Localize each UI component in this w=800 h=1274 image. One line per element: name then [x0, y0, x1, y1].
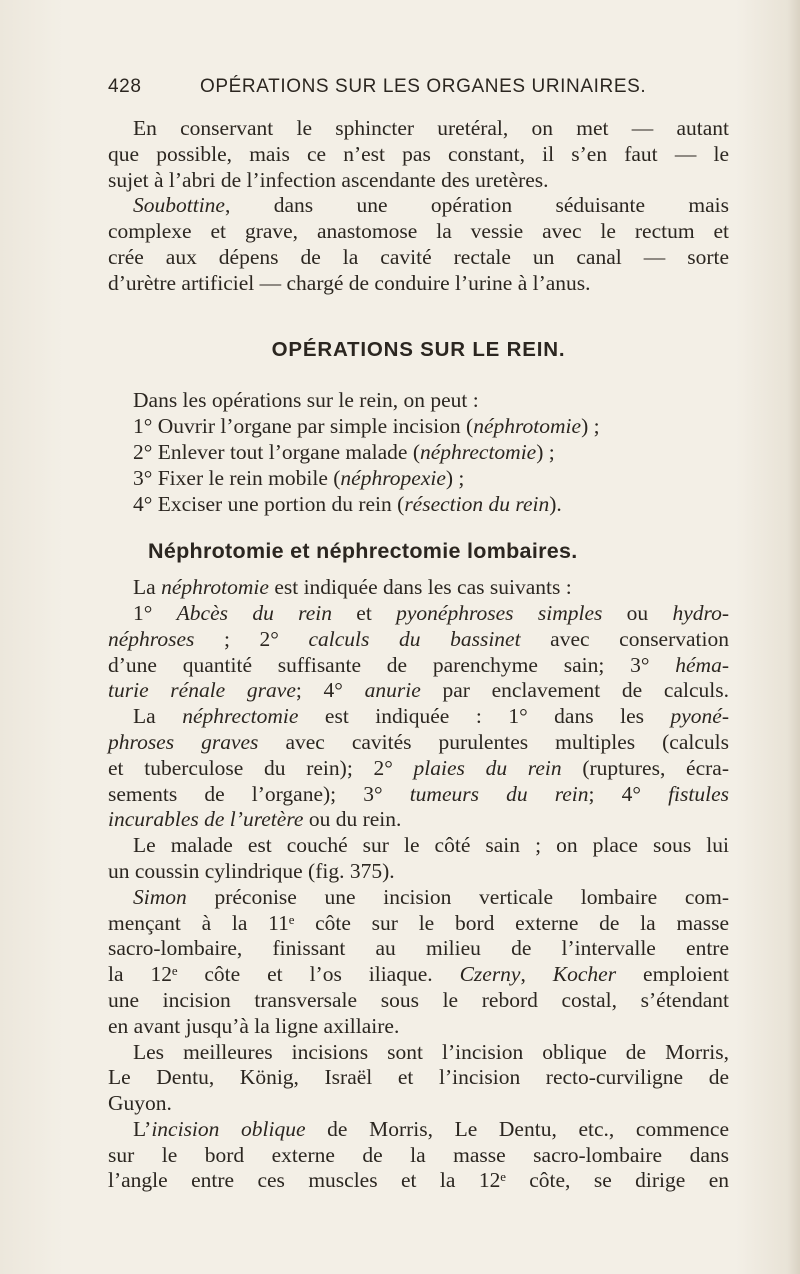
list-intro: Dans les opérations sur le rein, on peut :	[133, 388, 479, 413]
text-line: mençant à la 11ᵉ côte sur le bord externe de la masse	[108, 910, 729, 935]
term: calculs du bassinet	[308, 626, 521, 651]
term: hydro-	[672, 600, 730, 625]
text-span: sements de l’organe); 3°	[108, 781, 410, 806]
simon-paragraph	[108, 885, 729, 1040]
text-line: crée aux dépens de la cavité rectale un canal — sorte	[108, 244, 729, 269]
text-line: Le Dentu, König, Israël et l’incision recto-curviligne de	[108, 1065, 729, 1090]
text-span: avec conservation	[520, 626, 729, 651]
page-body	[108, 116, 729, 1194]
text-span: 1° Ouvrir l’organe par simple incision (	[133, 414, 474, 439]
text-line	[108, 193, 729, 219]
text-span: ou du rein.	[303, 807, 402, 832]
term: néphrotomie	[473, 414, 582, 439]
page-edge	[788, 0, 800, 1274]
nephrectomie-paragraph	[108, 704, 729, 833]
text-line: Guyon.	[108, 1091, 172, 1116]
term: incurables de l’uretère	[108, 807, 304, 832]
text-span: ; 4°	[295, 678, 365, 703]
running-header	[108, 76, 728, 106]
text-line	[108, 601, 729, 627]
text-line	[108, 1117, 729, 1143]
text-line: sacro-lombaire, finissant au milieu de l’intervalle entre	[108, 936, 729, 961]
text-span: emploient	[616, 962, 730, 987]
position-paragraph	[108, 833, 729, 885]
term: incision oblique	[151, 1116, 306, 1141]
list-item	[108, 414, 729, 440]
term: néphrotomie	[161, 575, 269, 600]
text-line	[108, 575, 729, 601]
text-line: un coussin cylindrique (fig. 375).	[108, 858, 395, 883]
text-line	[108, 962, 729, 988]
text-line: en avant jusqu’à la ligne axillaire.	[108, 1013, 400, 1038]
text-span: de Morris, Le Dentu, etc., commence	[305, 1116, 729, 1141]
text-span: La	[133, 575, 162, 600]
list-item	[108, 440, 729, 466]
term: plaies du rein	[413, 755, 562, 780]
text-span: 4° Exciser une portion du rein (	[133, 491, 405, 516]
text-span: ) ;	[581, 414, 600, 439]
text-span: ,	[520, 962, 553, 987]
term: héma-	[675, 652, 729, 677]
author-name: Czerny	[459, 962, 521, 987]
text-span: ).	[549, 491, 562, 516]
text-line: complexe et grave, anastomose la vessie avec le rectum et	[108, 219, 729, 244]
term: tumeurs du rein	[409, 781, 589, 806]
text-span: par enclavement de calculs.	[420, 678, 729, 703]
text-line: Les meilleures incisions sont l’incision oblique de Morris,	[133, 1039, 729, 1064]
text-line	[108, 782, 729, 808]
text-line	[108, 627, 729, 653]
intro-paragraph	[108, 116, 729, 193]
text-span: est indiquée : 1° dans les	[298, 704, 671, 729]
text-line: sujet à l’abri de l’infection ascendante des uretères.	[108, 167, 549, 192]
text-span: 2° Enlever tout l’organe malade (	[133, 439, 420, 464]
nephrotomie-paragraph	[108, 575, 729, 704]
soubottine-paragraph	[108, 193, 729, 296]
text-line	[108, 807, 729, 833]
text-span: (ruptures, écra-	[561, 755, 729, 780]
text-line	[108, 678, 729, 704]
text-span: est indiquée dans les cas suivants :	[268, 575, 572, 600]
text-line	[108, 653, 729, 679]
text-span: et	[331, 600, 397, 625]
text-span: d’une quantité suffisante de parenchyme sain; 3°	[108, 652, 676, 677]
author-name: Soubottine	[133, 193, 225, 218]
term: turie rénale grave	[108, 678, 296, 703]
text-line: sur le bord externe de la masse sacro-lombaire dans	[108, 1142, 729, 1167]
text-line	[108, 756, 729, 782]
text-span: L’	[133, 1116, 152, 1141]
text-span: ; 2°	[194, 626, 309, 651]
text-line	[108, 885, 729, 911]
author-name: Kocher	[552, 962, 617, 987]
text-span: avec cavités purulentes multiples (calculs	[258, 729, 729, 754]
text-span: , dans une opération séduisante mais	[224, 193, 729, 218]
term: pyonéphroses simples	[396, 600, 603, 625]
text-span: ) ;	[536, 439, 555, 464]
term: néphrectomie	[182, 704, 299, 729]
running-title: OPÉRATIONS SUR LES ORGANES URINAIRES.	[200, 76, 647, 97]
list-item	[108, 466, 729, 492]
term: néphrectomie	[420, 439, 537, 464]
term: Abcès du rein	[176, 600, 332, 625]
text-line: Le malade est couché sur le côté sain ; on place sous lui	[133, 833, 729, 858]
text-line: d’urètre artificiel — chargé de conduire l’urine à l’anus.	[108, 270, 591, 295]
text-span: préconise une incision verticale lombaire com-	[186, 884, 729, 909]
author-name: Simon	[133, 884, 187, 909]
text-span: ; 4°	[588, 781, 669, 806]
best-incisions-paragraph	[108, 1040, 729, 1117]
page-number: 428	[108, 76, 142, 97]
subsection-title: Néphrotomie et néphrectomie lombaires.	[148, 539, 578, 564]
text-span: ) ;	[445, 465, 465, 490]
term: phroses graves	[108, 729, 259, 754]
term: fistules	[668, 781, 729, 806]
operations-list	[108, 388, 729, 517]
list-item	[108, 492, 729, 518]
text-line: que possible, mais ce n’est pas constant, il s’en faut — le	[108, 141, 729, 166]
term: pyoné-	[670, 704, 729, 729]
term: néphropexie	[340, 465, 446, 490]
text-span: la 12ᵉ côte et l’os iliaque.	[108, 962, 460, 987]
text-line: En conservant le sphincter uretéral, on met — autant	[133, 116, 729, 140]
text-line	[108, 704, 729, 730]
morris-paragraph	[108, 1117, 729, 1194]
section-title: OPÉRATIONS SUR LE REIN.	[271, 337, 566, 361]
term: résection du rein	[404, 491, 550, 516]
text-line: une incision transversale sous le rebord costal, s’étendant	[108, 987, 729, 1012]
text-span: 1°	[133, 600, 177, 625]
text-span: et tuberculose du rein); 2°	[108, 755, 414, 780]
text-span: 3° Fixer le rein mobile (	[133, 465, 341, 490]
term: néphroses	[108, 626, 195, 651]
term: anurie	[364, 678, 421, 703]
text-span: La	[133, 704, 183, 729]
text-line	[108, 730, 729, 756]
text-line: l’angle entre ces muscles et la 12ᵉ côte, se dirige en	[108, 1168, 729, 1193]
text-span: ou	[602, 600, 673, 625]
